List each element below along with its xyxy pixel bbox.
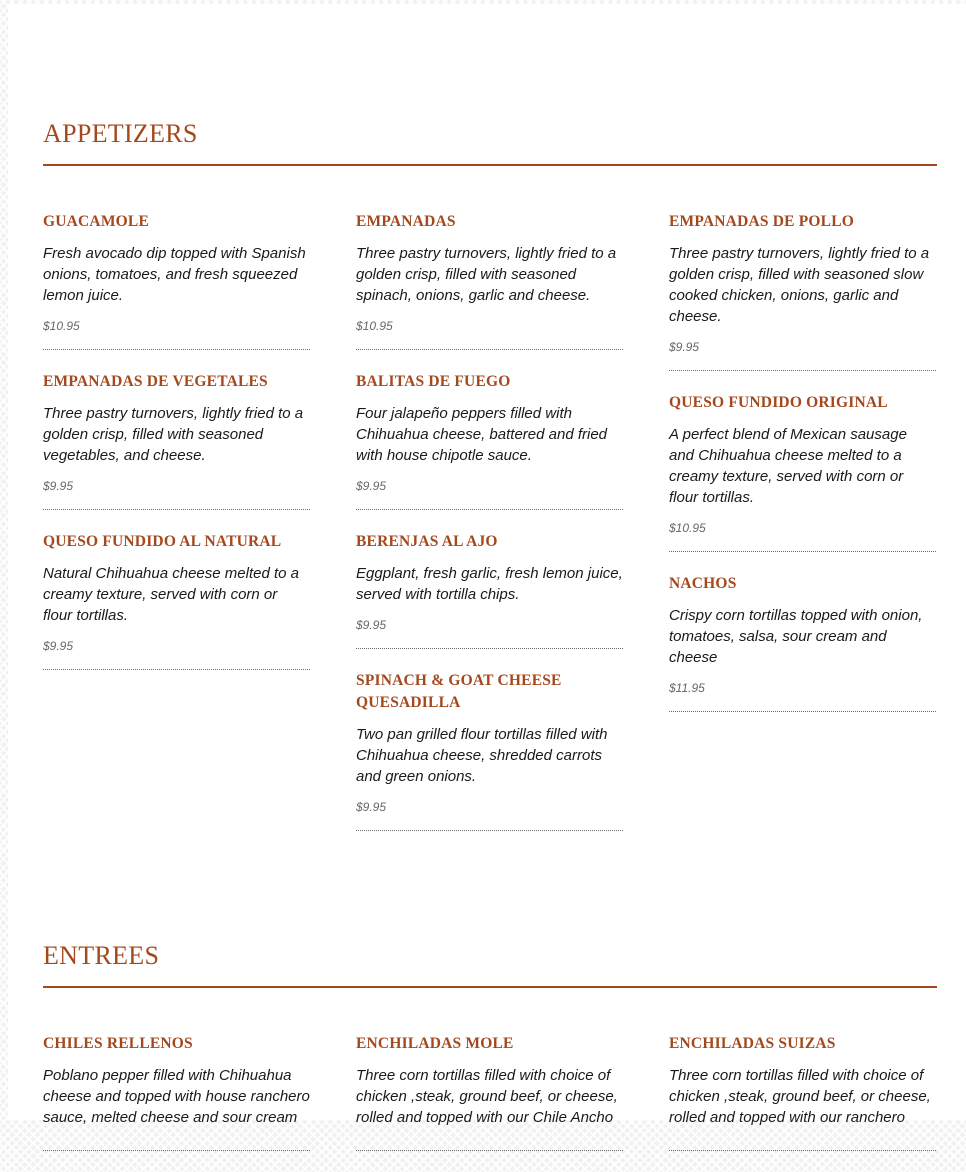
menu-item-price: $9.95 — [356, 618, 387, 632]
menu-item-queso-fundido-original — [669, 392, 936, 552]
menu-item-name: EMPANADAS — [356, 213, 456, 230]
menu-item-price: $11.95 — [669, 681, 705, 695]
menu-item-description: Eggplant, fresh garlic, fresh lemon juice, served with tortilla chips. — [356, 565, 623, 603]
menu-column-2 — [356, 1033, 623, 1172]
menu-item-name: CHILES RELLENOS — [43, 1035, 193, 1052]
menu-column-3 — [669, 211, 936, 852]
menu-item-queso-fundido-al-natural — [43, 531, 310, 670]
section-title-appetizers: APPETIZERS — [43, 119, 198, 148]
menu-item-description: A perfect blend of Mexican sausage and Chihuahua cheese melted to a creamy texture, served with corn or flour tortillas. — [669, 426, 907, 506]
section-divider — [43, 164, 937, 166]
menu-item-price: $9.95 — [356, 800, 387, 814]
menu-item-nachos — [669, 573, 936, 712]
menu-item-description: Three corn tortillas filled with choice of chicken ,steak, ground beef, or cheese, rolled and topped with our ranchero — [669, 1067, 931, 1126]
menu-item-name: BERENJAS AL AJO — [356, 533, 498, 550]
menu-item-name: EMPANADAS DE POLLO — [669, 213, 855, 230]
section-title-entrees: ENTREES — [43, 941, 160, 970]
menu-column-1 — [43, 211, 310, 852]
menu-item-spinach-goat-cheese-quesadilla — [356, 670, 623, 831]
menu-item-name: SPINACH & GOAT CHEESE QUESADILLA — [356, 672, 562, 711]
menu-item-price: $10.95 — [669, 521, 706, 535]
menu-item-name: EMPANADAS DE VEGETALES — [43, 373, 268, 390]
menu-item-guacamole — [43, 211, 310, 350]
menu-page — [8, 4, 966, 1126]
menu-item-price: $10.95 — [43, 319, 80, 333]
menu-item-name: NACHOS — [669, 575, 737, 592]
menu-column-3 — [669, 1033, 936, 1172]
menu-item-price: $9.95 — [43, 639, 74, 653]
menu-column-1 — [43, 1033, 310, 1172]
menu-item-empanadas-de-vegetales — [43, 371, 310, 510]
menu-item-enchiladas-mole — [356, 1033, 623, 1151]
menu-item-price: $9.95 — [43, 479, 74, 493]
menu-item-empanadas-de-pollo — [669, 211, 936, 371]
menu-item-berenjas-al-ajo — [356, 531, 623, 649]
menu-item-name: ENCHILADAS SUIZAS — [669, 1035, 836, 1052]
menu-item-description: Poblano pepper filled with Chihuahua cheese and topped with house ranchero sauce, melted cheese and sour cream — [43, 1067, 310, 1126]
menu-item-balitas-de-fuego — [356, 371, 623, 510]
menu-item-name: QUESO FUNDIDO AL NATURAL — [43, 533, 282, 550]
entrees-section — [43, 940, 937, 1172]
menu-column-2 — [356, 211, 623, 852]
menu-item-name: BALITAS DE FUEGO — [356, 373, 511, 390]
menu-item-description: Three pastry turnovers, lightly fried to a golden crisp, filled with seasoned slow cooked chicken, onions, garlic and cheese. — [669, 245, 930, 325]
appetizers-section — [43, 118, 937, 852]
section-divider — [43, 986, 937, 988]
menu-item-description: Natural Chihuahua cheese melted to a creamy texture, served with corn or flour tortillas. — [43, 565, 299, 624]
menu-item-price: $10.95 — [356, 319, 393, 333]
menu-item-empanadas — [356, 211, 623, 350]
menu-item-chiles-rellenos — [43, 1033, 310, 1151]
menu-item-name: QUESO FUNDIDO ORIGINAL — [669, 394, 888, 411]
menu-item-price: $9.95 — [669, 340, 700, 354]
menu-item-description: Three pastry turnovers, lightly fried to a golden crisp, filled with seasoned vegetables, and cheese. — [43, 405, 304, 464]
menu-item-description: Fresh avocado dip topped with Spanish onions, tomatoes, and fresh squeezed lemon juice. — [43, 245, 306, 304]
menu-item-name: ENCHILADAS MOLE — [356, 1035, 514, 1052]
menu-item-description: Four jalapeño peppers filled with Chihuahua cheese, battered and fried with house chipotle sauce. — [356, 405, 608, 464]
menu-item-description: Three pastry turnovers, lightly fried to a golden crisp, filled with seasoned spinach, onions, garlic and cheese. — [356, 245, 617, 304]
appetizers-grid — [43, 211, 937, 852]
menu-item-description: Crispy corn tortillas topped with onion, tomatoes, salsa, sour cream and cheese — [669, 607, 923, 666]
menu-item-description: Three corn tortillas filled with choice of chicken ,steak, ground beef, or cheese, rolled and topped with our Chile Ancho — [356, 1067, 618, 1126]
menu-item-price: $9.95 — [356, 479, 387, 493]
menu-item-description: Two pan grilled flour tortillas filled with Chihuahua cheese, shredded carrots and green onions. — [356, 726, 608, 785]
menu-item-name: GUACAMOLE — [43, 213, 149, 230]
entrees-grid — [43, 1033, 937, 1172]
menu-item-enchiladas-suizas — [669, 1033, 936, 1151]
